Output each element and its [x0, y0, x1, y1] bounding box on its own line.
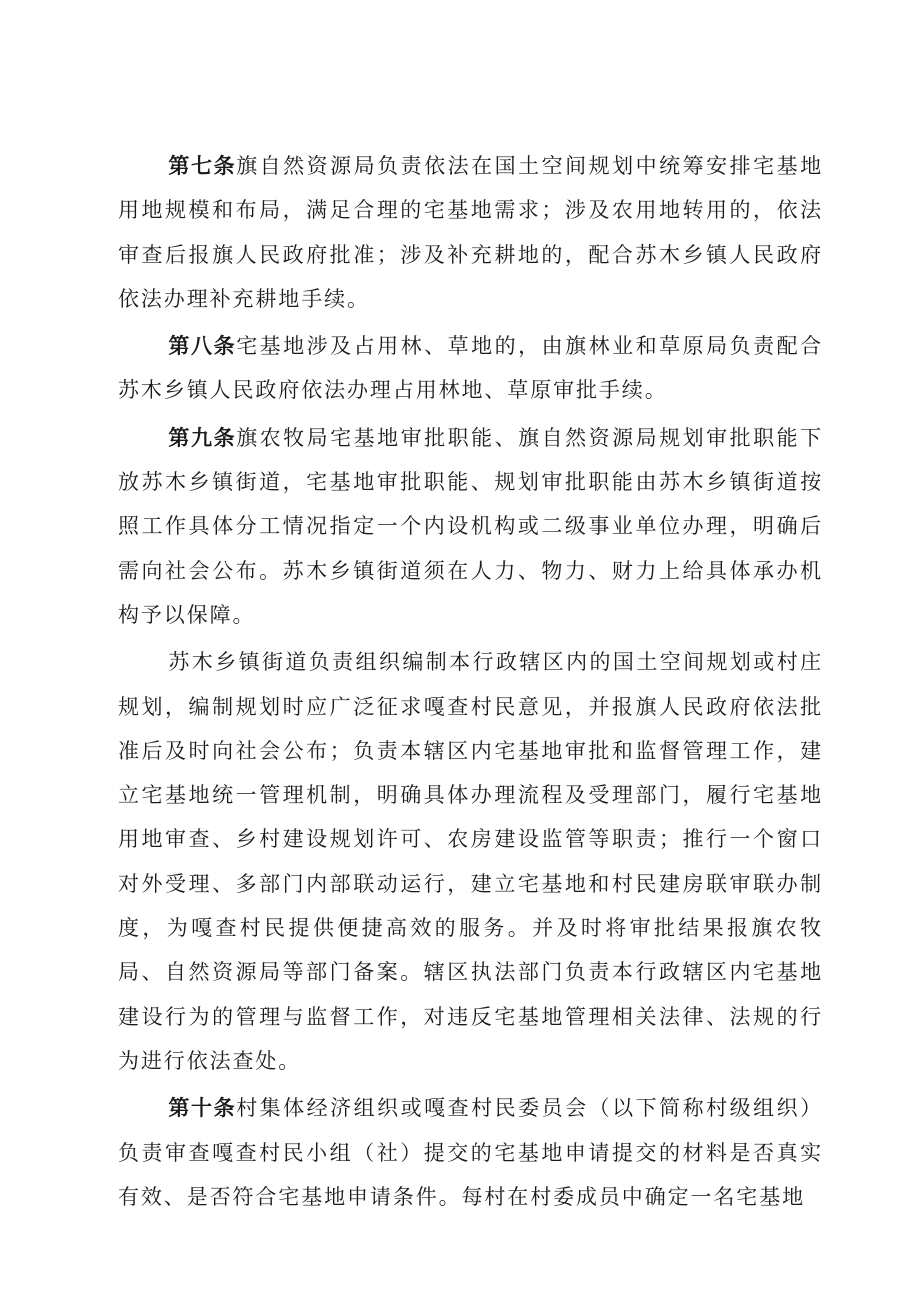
- article-number: 第九条: [168, 425, 237, 450]
- paragraph-text: 苏木乡镇街道负责组织编制本行政辖区内的国土空间规划或村庄规划，编制规划时应广泛征求嘎查村民意见，并报旗人民政府依法批准后及时向社会公布；负责本辖区内宅基地审批和监督管理工作，建立宅基地统一管理机制，明确具体办理流程及受理部门，履行宅基地用地审查、乡村建设规划许可、农房建设监管等职责；推行一个窗口对外受理、多部门内部联动运行，建立宅基地和村民建房联审联办制度，为嘎查村民提供便捷高效的服务。并及时将审批结果报旗农牧局、自然资源局等部门备案。辖区执法部门负责本行政辖区内宅基地建设行为的管理与监督工作，对违反宅基地管理相关法律、法规的行为进行依法查处。: [118, 650, 823, 1073]
- article-number: 第七条: [168, 154, 237, 178]
- article-number: 第十条: [168, 1096, 237, 1121]
- article-number: 第八条: [168, 334, 237, 359]
- article-text: 旗自然资源局负责依法在国土空间规划中统筹安排宅基地用地规模和布局，满足合理的宅基地需求；涉及农用地转用的，依法审查后报旗人民政府批准；涉及补充耕地的，配合苏木乡镇人民政府依法办理补充耕地手续。: [118, 154, 824, 311]
- document-page: [118, 144, 823, 1222]
- article-text: 村集体经济组织或嘎查村民委员会（以下简称村级组织）负责审查嘎查村民小组（社）提交的宅基地申请提交的材料是否真实有效、是否符合宅基地申请条件。每村在村委成员中确定一名宅基地: [118, 1096, 824, 1209]
- article-9-paragraph: [118, 416, 823, 637]
- article-9-continuation-paragraph: [118, 640, 823, 1083]
- article-8-paragraph: [118, 324, 823, 413]
- article-10-paragraph: [118, 1086, 823, 1219]
- article-text: 旗农牧局宅基地审批职能、旗自然资源局规划审批职能下放苏木乡镇街道，宅基地审批职能、规划审批职能由苏木乡镇街道按照工作具体分工情况指定一个内设机构或二级事业单位办理，明确后需向社会公布。苏木乡镇街道须在人力、物力、财力上给具体承办机构予以保障。: [118, 425, 824, 627]
- article-text: 宅基地涉及占用林、草地的，由旗林业和草原局负责配合苏木乡镇人民政府依法办理占用林地、草原审批手续。: [118, 334, 824, 403]
- article-7-paragraph: [118, 144, 823, 321]
